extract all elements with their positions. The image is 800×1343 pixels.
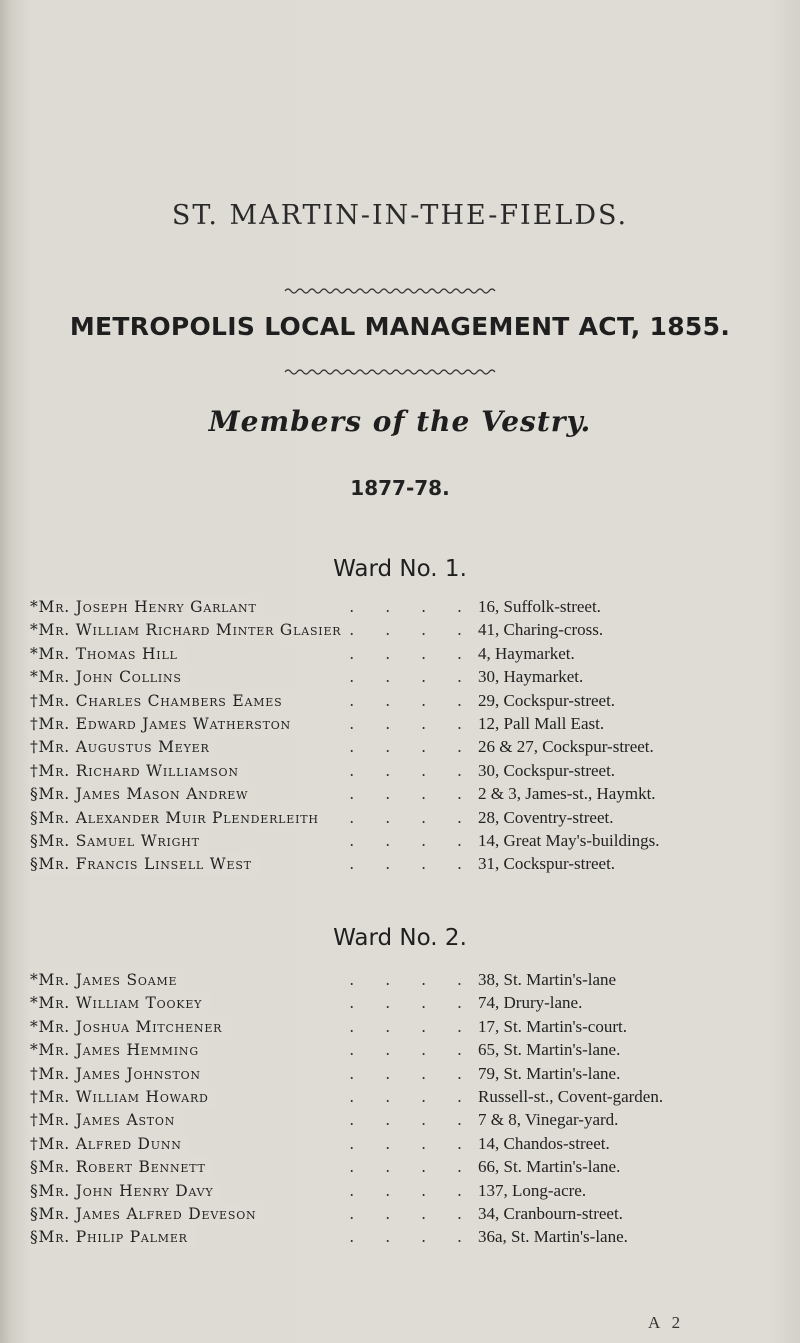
- member-address: 4, Haymarket.: [478, 643, 575, 663]
- ward-2-heading: Ward No. 2.: [333, 925, 467, 951]
- member-name: *Mr. William Richard Minter Glasier: [30, 619, 349, 641]
- member-name: †Mr. James Johnston: [30, 1063, 209, 1085]
- dot-leader: . . . .: [349, 971, 462, 989]
- member-row: [0, 969, 800, 991]
- member-row: [0, 1133, 800, 1155]
- member-row: [0, 1063, 800, 1085]
- dot-leader: . . . .: [349, 1181, 462, 1200]
- dot-leader: . . . .: [349, 668, 462, 687]
- member-name: †Mr. James Aston: [30, 1109, 183, 1131]
- member-row: [0, 830, 800, 852]
- member-row: [0, 713, 800, 735]
- member-row: [0, 1180, 800, 1202]
- member-address: 74, Drury-lane.: [478, 993, 583, 1013]
- member-row: [0, 760, 800, 782]
- dot-leader: . . . .: [349, 691, 462, 710]
- member-name: *Mr. James Soame: [30, 969, 185, 991]
- member-name: §Mr. James Alfred Deveson: [30, 1203, 264, 1225]
- dot-leader: . . . .: [349, 1111, 462, 1130]
- member-row: [0, 1226, 800, 1248]
- member-name: *Mr. John Collins: [30, 666, 190, 688]
- member-address: 12, Pall Mall East.: [478, 714, 605, 733]
- member-address: 2 & 3, James-st., Haymkt.: [478, 784, 656, 804]
- dot-leader: . . . .: [349, 738, 462, 757]
- signature-mark: A 2: [648, 1313, 685, 1332]
- member-name: †Mr. William Howard: [30, 1086, 217, 1108]
- dot-leader: . . . .: [349, 785, 462, 804]
- member-address: 66, St. Martin's-lane.: [478, 1157, 621, 1177]
- member-name: §Mr. Samuel Wright: [30, 830, 208, 852]
- dot-leader: . . . .: [349, 1088, 462, 1106]
- member-address: 31, Cockspur-street.: [478, 854, 616, 874]
- member-row: [0, 1109, 800, 1131]
- members-heading: Members of the Vestry.: [208, 405, 592, 438]
- member-row: [0, 736, 800, 758]
- member-row: [0, 807, 800, 829]
- member-address: 14, Chandos-street.: [478, 1133, 610, 1153]
- member-row: [0, 853, 800, 875]
- member-address: 7 & 8, Vinegar-yard.: [478, 1110, 619, 1130]
- member-name: †Mr. Edward James Watherston: [30, 713, 299, 735]
- member-row: [0, 1156, 800, 1178]
- member-address: 36a, St. Martin's-lane.: [478, 1227, 628, 1247]
- dot-leader: . . . .: [349, 598, 462, 616]
- member-name: §Mr. Philip Palmer: [30, 1226, 196, 1248]
- member-address: 16, Suffolk-street.: [478, 597, 601, 616]
- dot-leader: . . . .: [349, 855, 462, 874]
- dot-leader: . . . .: [349, 1205, 462, 1223]
- member-address: Russell-st., Covent-garden.: [478, 1087, 664, 1106]
- wavy-rule-bottom: [0, 367, 800, 377]
- member-address: 38, St. Martin's-lane: [478, 970, 617, 989]
- dot-leader: . . . .: [349, 1017, 462, 1036]
- member-row: [0, 1016, 800, 1038]
- member-name: *Mr. Joseph Henry Garlant: [30, 596, 265, 618]
- member-address: 34, Cranbourn-street.: [478, 1204, 623, 1223]
- member-row: [0, 619, 800, 641]
- member-row: [0, 783, 800, 805]
- member-address: 79, St. Martin's-lane.: [478, 1063, 621, 1083]
- dot-leader: . . . .: [349, 1228, 462, 1247]
- member-name: *Mr. James Hemming: [30, 1039, 207, 1061]
- member-name: §Mr. John Henry Davy: [30, 1180, 221, 1202]
- member-address: 137, Long-acre.: [478, 1180, 587, 1200]
- member-row: [0, 596, 800, 618]
- member-row: [0, 643, 800, 665]
- member-name: †Mr. Richard Williamson: [30, 760, 247, 782]
- member-address: 28, Coventry-street.: [478, 807, 614, 827]
- member-name: §Mr. James Mason Andrew: [30, 783, 256, 805]
- wavy-rule-top: [0, 286, 800, 296]
- member-address: 30, Cockspur-street.: [478, 760, 616, 780]
- member-name: †Mr. Augustus Meyer: [30, 736, 218, 758]
- dot-leader: . . . .: [349, 1158, 462, 1177]
- dot-leader: . . . .: [349, 994, 462, 1013]
- member-row: [0, 1203, 800, 1225]
- member-address: 41, Charing-cross.: [478, 620, 604, 640]
- page-title: ST. MARTIN-IN-THE-FIELDS.: [171, 200, 629, 231]
- member-name: *Mr. Joshua Mitchener: [30, 1016, 230, 1038]
- ward-1-heading: Ward No. 1.: [333, 556, 467, 582]
- member-address: 26 & 27, Cockspur-street.: [478, 737, 654, 757]
- dot-leader: . . . .: [349, 1064, 462, 1083]
- member-name: *Mr. Thomas Hill: [30, 643, 186, 665]
- dot-leader: . . . .: [349, 621, 462, 640]
- member-row: [0, 1086, 800, 1108]
- member-row: [0, 1039, 800, 1061]
- member-row: [0, 666, 800, 688]
- member-name: †Mr. Charles Chambers Eames: [30, 690, 290, 712]
- member-name: §Mr. Francis Linsell West: [30, 853, 260, 875]
- member-address: 17, St. Martin's-court.: [478, 1016, 627, 1036]
- dot-leader: . . . .: [349, 644, 462, 663]
- dot-leader: . . . .: [349, 832, 462, 850]
- member-row: [0, 992, 800, 1014]
- dot-leader: . . . .: [349, 761, 462, 780]
- year-heading: 1877-78.: [350, 476, 450, 500]
- member-name: †Mr. Alfred Dunn: [30, 1133, 190, 1155]
- member-row: [0, 690, 800, 712]
- member-address: 30, Haymarket.: [478, 667, 584, 687]
- dot-leader: . . . .: [349, 715, 462, 733]
- act-heading: METROPOLIS LOCAL MANAGEMENT ACT, 1855.: [69, 312, 731, 341]
- member-name: *Mr. William Tookey: [30, 992, 210, 1014]
- dot-leader: . . . .: [349, 808, 462, 827]
- dot-leader: . . . .: [349, 1134, 462, 1153]
- member-name: §Mr. Alexander Muir Plenderleith: [30, 807, 327, 829]
- member-address: 14, Great May's-buildings.: [478, 831, 660, 850]
- member-address: 29, Cockspur-street.: [478, 690, 616, 710]
- member-address: 65, St. Martin's-lane.: [478, 1040, 621, 1060]
- member-name: §Mr. Robert Bennett: [30, 1156, 214, 1178]
- dot-leader: . . . .: [349, 1041, 462, 1060]
